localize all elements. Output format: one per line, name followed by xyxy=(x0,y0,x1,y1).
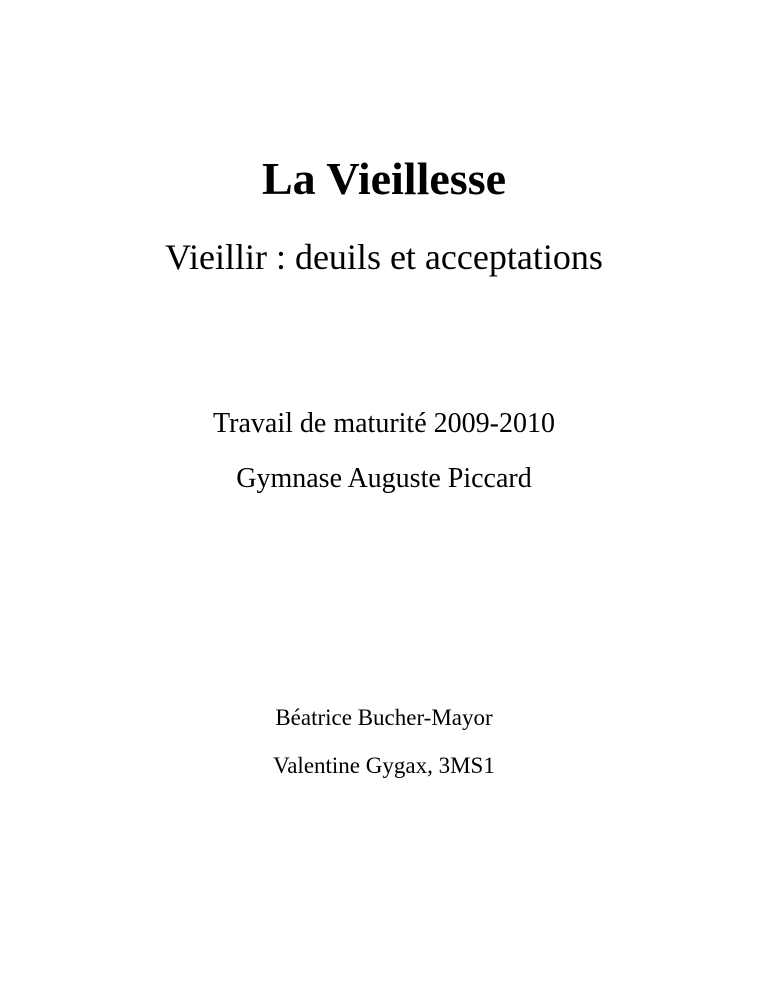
document-subtitle: Vieillir : deuils et acceptations xyxy=(165,237,603,277)
school-name: Gymnase Auguste Piccard xyxy=(236,463,532,494)
document-title: La Vieillesse xyxy=(261,153,507,204)
supervisor-name: Béatrice Bucher-Mayor xyxy=(275,705,493,730)
author-name: Valentine Gygax, 3MS1 xyxy=(273,753,495,778)
work-type: Travail de maturité 2009-2010 xyxy=(213,408,555,439)
